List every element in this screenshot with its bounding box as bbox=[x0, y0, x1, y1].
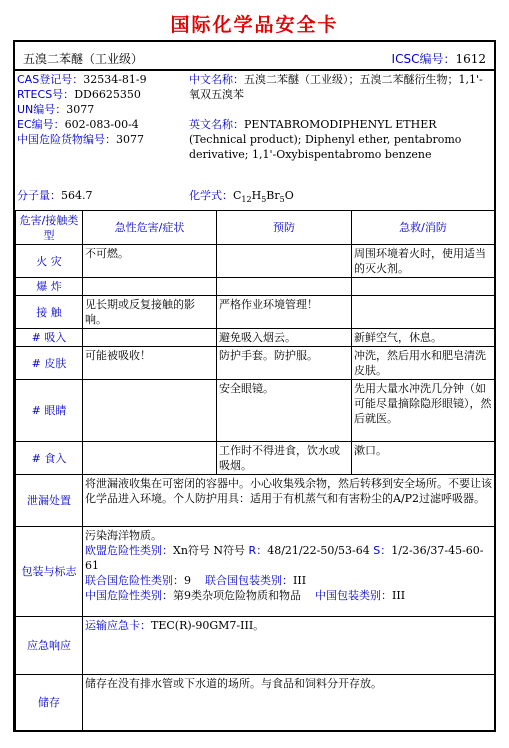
safety-card bbox=[13, 40, 496, 732]
table-row: # 眼睛 安全眼镜。 先用大量水冲洗几分钟（如可能尽量摘除隐形眼镜），然后就医。 bbox=[16, 380, 495, 442]
icsc-number: ICSC编号：1612 bbox=[391, 52, 486, 66]
cas-number: 32534-81-9 bbox=[83, 73, 147, 86]
card-title: 国际化学品安全卡 bbox=[170, 14, 339, 36]
spill-text: 将泄漏液收集在可密闭的容器中。小心收集残余物，然后转移到安全场所。不要让该化学品进入环境。个人防护用具：适用于有机蒸气和有害粉尘的A/P2过滤呼吸器。 bbox=[83, 475, 495, 527]
header-first-aid: 急救/消防 bbox=[352, 211, 495, 245]
table-row: 火 灾 不可燃。 周围环境着火时，使用适当的灭火剂。 bbox=[16, 245, 495, 278]
hazard-table bbox=[15, 210, 495, 731]
english-name: 英文名称：PENTABROMODIPHENYL ETHER (Technical product); Diphenyl ether, pentabromo derivative; 1,1'-Oxybispentabromo benzene bbox=[189, 118, 462, 161]
header-type: 危害/接触类型 bbox=[16, 211, 83, 245]
header-prevention: 预防 bbox=[217, 211, 352, 245]
packaging-row: 包装与标志 污染海洋物质。 欧盟危险性类别：Xn符号 N符号 R：48/21/22-50/53-64 S：1/2-36/37-45-60-61 联合国危险性类别：9 联合国包装类别：III 中国危险性类别：第9类杂项危险物质和物品 中国包装类别：III bbox=[16, 527, 495, 617]
cn-dangerous-goods-number: 3077 bbox=[116, 133, 144, 146]
spill-row: 泄漏处置 将泄漏液收集在可密闭的容器中。小心收集残余物，然后转移到安全场所。不要让该化学品进入环境。个人防护用具：适用于有机蒸气和有害粉尘的A/P2过滤呼吸器。 bbox=[16, 475, 495, 527]
table-row: # 食入 工作时不得进食，饮水或吸烟。 漱口。 bbox=[16, 442, 495, 475]
molecular-weight: 分子量：564.7 bbox=[17, 189, 93, 202]
chemical-name-header: 五溴二苯醚（工业级） bbox=[23, 52, 144, 66]
names-block bbox=[189, 72, 489, 162]
divider bbox=[15, 69, 494, 71]
un-number: 3077 bbox=[66, 103, 95, 116]
table-row: 接 触 见长期或反复接触的影响。 严格作业环境管理！ bbox=[16, 296, 495, 329]
table-row: # 吸入 避免吸入烟云。 新鲜空气，休息。 bbox=[16, 329, 495, 347]
emergency-text: 运输应急卡：TEC(R)-90GM7-III。 bbox=[83, 617, 495, 675]
table-row: 爆 炸 bbox=[16, 278, 495, 296]
emergency-row: 应急响应 运输应急卡：TEC(R)-90GM7-III。 bbox=[16, 617, 495, 675]
rtecs-number: DD6625350 bbox=[74, 88, 141, 101]
storage-text: 储存在没有排水管或下水道的场所。与食品和饲料分开存放。 bbox=[83, 675, 495, 731]
storage-row: 储存 储存在没有排水管或下水道的场所。与食品和饲料分开存放。 bbox=[16, 675, 495, 731]
ec-number: 602-083-00-4 bbox=[64, 118, 139, 131]
table-row: # 皮肤 可能被吸收！ 防护手套。防护服。 冲洗，然后用水和肥皂清洗皮肤。 bbox=[16, 347, 495, 380]
chinese-name: 中文名称：五溴二苯醚（工业级）；五溴二苯醚衍生物；1,1'-氧双五溴苯 bbox=[189, 73, 483, 101]
identifiers: CAS登记号：32534-81-9 RTECS号：DD6625350 UN编号：3077 EC编号：602-083-00-4 中国危险货物编号：3077 bbox=[17, 73, 147, 146]
header-hazard: 急性危害/症状 bbox=[83, 211, 217, 245]
packaging-text: 污染海洋物质。 欧盟危险性类别：Xn符号 N符号 R：48/21/22-50/53-64 S：1/2-36/37-45-60-61 联合国危险性类别：9 联合国包装类别：III 中国危险性类别：第9类杂项危险物质和物品 中国包装类别：III bbox=[83, 527, 495, 617]
chemical-formula: 化学式：$C_{12}H_5Br_5O$ bbox=[189, 189, 294, 205]
